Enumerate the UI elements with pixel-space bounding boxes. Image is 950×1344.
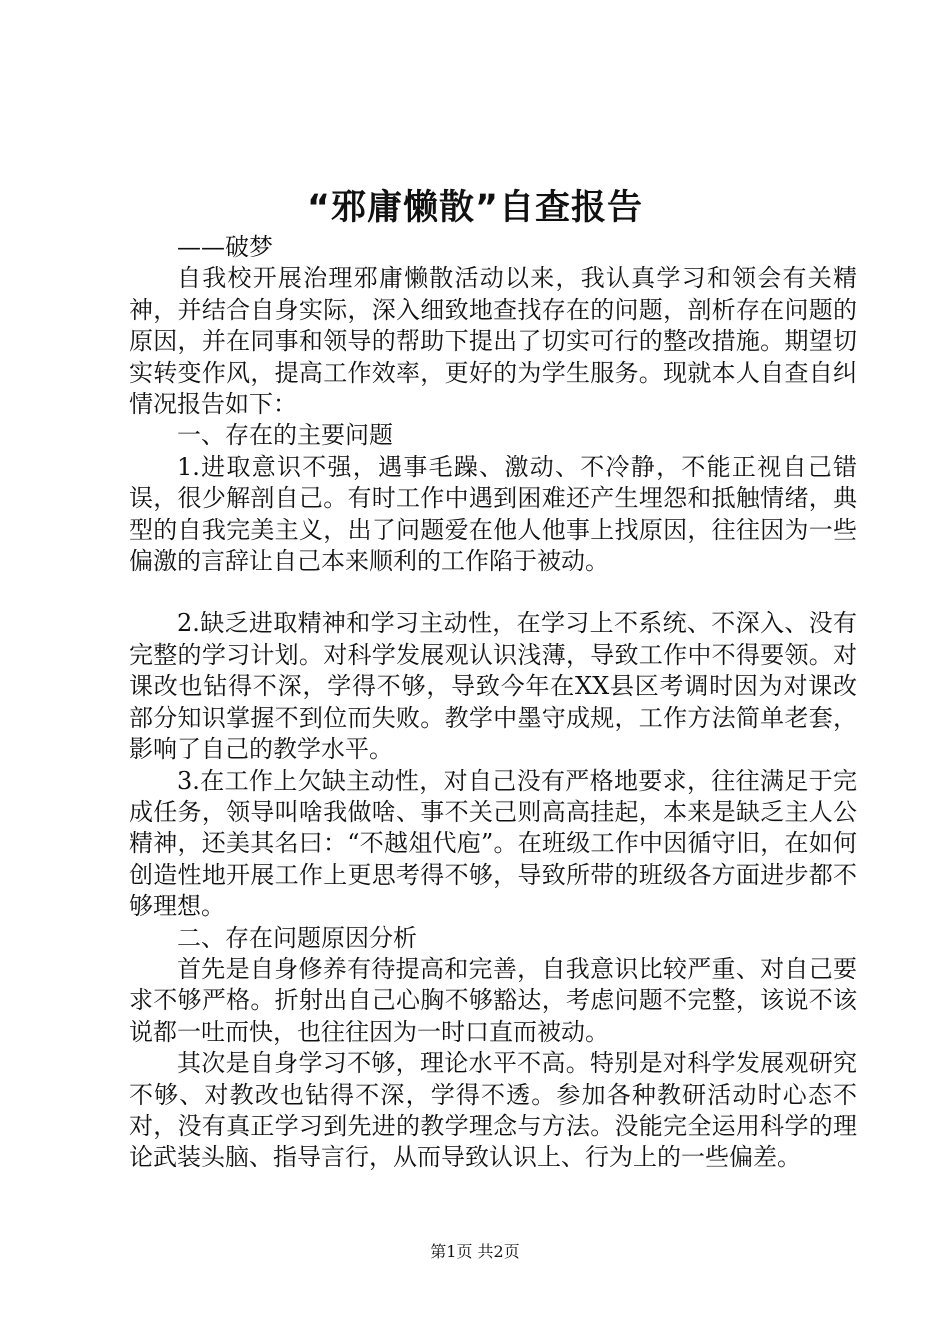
document-body <box>129 232 857 1174</box>
cause-paragraph-2: 其次是自身学习不够，理论水平不高。特别是对科学发展观研究不够、对教改也钻得不深，学得不透。参加各种教研活动时心态不对，没有真正学习到先进的教学理念与方法。没能完全运用科学的理论武装头脑、指导言行，从而导致认识上、行为上的一些偏差。 <box>129 1049 857 1172</box>
section-heading-problems: 一、存在的主要问题 <box>177 421 393 450</box>
cause-paragraph-1: 首先是自身修养有待提高和完善，自我意识比较严重、对自己要求不够严格。折射出自己心胸不够豁达，考虑问题不完整，该说不该说都一吐而快，也往往因为一时口直而被动。 <box>129 954 857 1046</box>
problem-item-1: 1.进取意识不强，遇事毛躁、激动、不冷静，不能正视自己错误，很少解剖自己。有时工作中遇到困难还产生埋怨和抵触情绪，典型的自我完美主义，出了问题爱在他人他事上找原因，往往因为一些偏激的言辞让自己本来顺利的工作陷于被动。 <box>129 452 857 576</box>
intro-paragraph: 自我校开展治理邪庸懒散活动以来，我认真学习和领会有关精神，并结合自身实际，深入细致地查找存在的问题，剖析存在问题的原因，并在同事和领导的帮助下提出了切实可行的整改措施。期望切实转变作风，提高工作效率，更好的为学生服务。现就本人自查自纠情况报告如下： <box>129 264 857 419</box>
problem-item-2: 2.缺乏进取精神和学习主动性，在学习上不系统、不深入、没有完整的学习计划。对科学发展观认识浅薄，导致工作中不得要领。对课改也钻得不深，学得不够，导致今年在XX县区考调时因为对课改部分知识掌握不到位而失败。教学中墨守成规，工作方法简单老套，影响了自己的教学水平。 <box>129 609 857 764</box>
page-number-footer: 第1页 共2页 <box>430 1242 520 1261</box>
author-line: ——破梦 <box>177 233 273 261</box>
section-heading-causes: 二、存在问题原因分析 <box>177 923 417 952</box>
document-title: “邪庸懒散”自查报告 <box>306 188 643 228</box>
problem-item-3: 3.在工作上欠缺主动性，对自己没有严格地要求，往往满足于完成任务，领导叫啥我做啥、事不关己则高高挂起，本来是缺乏主人公精神，还美其名曰：“不越俎代庖”。在班级工作中因循守旧，在如何创造性地开展工作上更思考得不够，导致所带的班级各方面进步都不够理想。 <box>129 766 857 921</box>
